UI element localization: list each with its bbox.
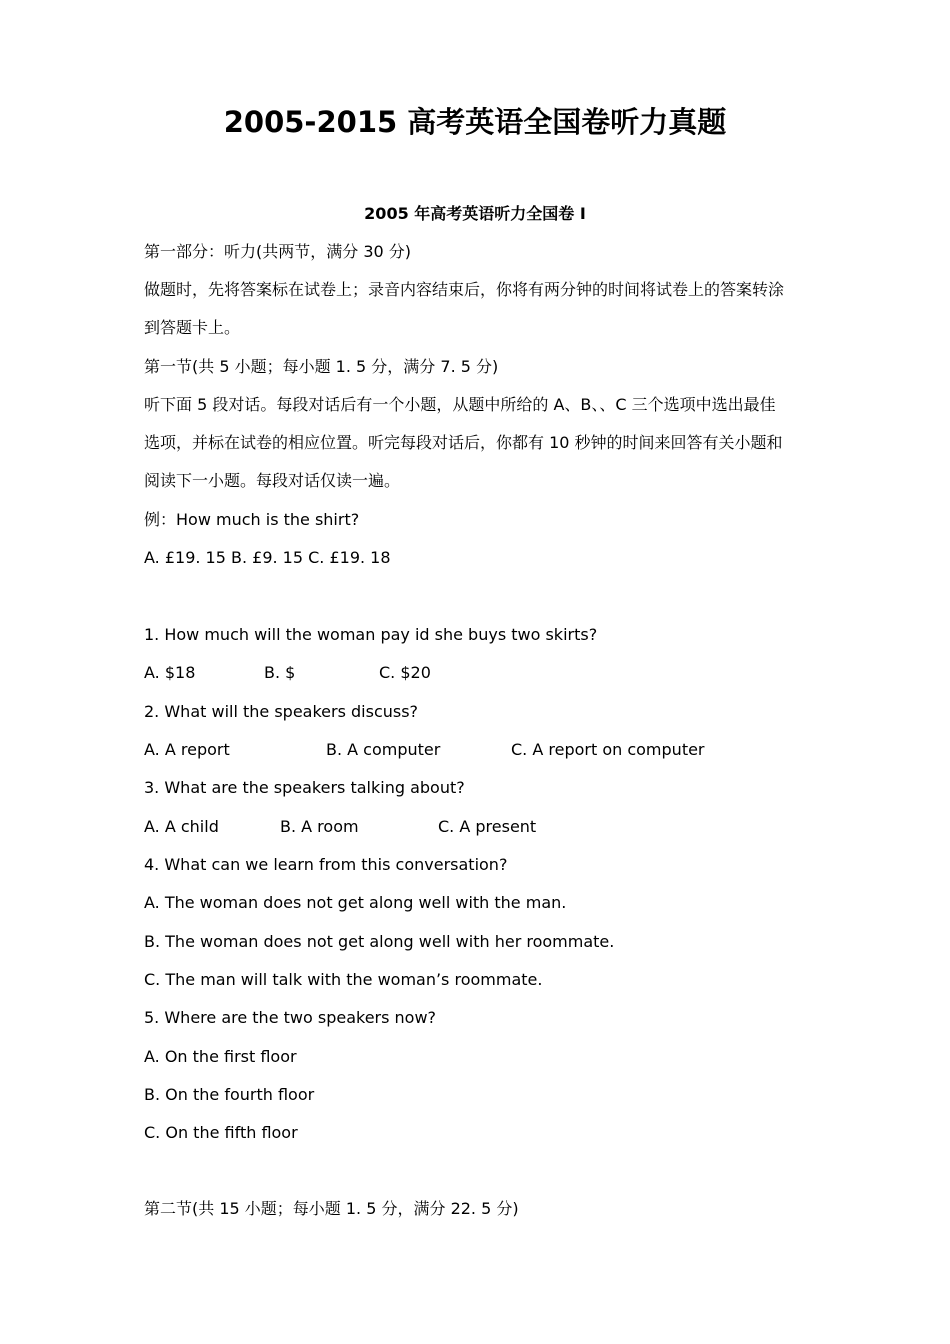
section1-instructions-line-1: 听下面 5 段对话。每段对话后有一个小题，从题中所给的 A、B、、C 三个选项中选出最佳 <box>144 395 776 414</box>
question-3: 3. What are the speakers talking about? <box>144 778 465 797</box>
question-4: 4. What can we learn from this conversation? <box>144 855 508 874</box>
instructions-line-2: 到答题卡上。 <box>144 318 241 337</box>
question-4-option-a: A. The woman does not get along well with the man. <box>144 893 567 912</box>
example-question: 例：How much is the shirt? <box>144 510 360 529</box>
part1-heading: 第一部分：听力(共两节，满分 30 分) <box>144 242 412 261</box>
question-5-option-b: B. On the fourth floor <box>144 1085 315 1104</box>
option-b: B. A room <box>280 817 359 836</box>
question-2: 2. What will the speakers discuss? <box>144 702 419 721</box>
question-3-options <box>144 814 536 840</box>
section1-heading: 第一节(共 5 小题；每小题 1. 5 分，满分 7. 5 分) <box>144 357 499 376</box>
example-options: A. £19. 15 B. £9. 15 C. £19. 18 <box>144 548 391 567</box>
question-4-option-c: C. The man will talk with the woman’s roommate. <box>144 970 543 989</box>
option-b: B. A computer <box>326 740 441 759</box>
question-4-option-b: B. The woman does not get along well with her roommate. <box>144 932 615 951</box>
question-1-options <box>144 660 431 686</box>
option-a: A. A report <box>144 740 230 759</box>
question-2-options <box>144 737 705 763</box>
option-c: C. $20 <box>379 663 431 682</box>
section2-heading: 第二节(共 15 小题；每小题 1. 5 分，满分 22. 5 分) <box>144 1199 519 1218</box>
document-title: 2005-2015 高考英语全国卷听力真题 <box>223 105 727 139</box>
question-1: 1. How much will the woman pay id she buys two skirts? <box>144 625 598 644</box>
option-c: C. A present <box>438 817 537 836</box>
option-a: A. A child <box>144 817 219 836</box>
exam-subtitle: 2005 年高考英语听力全国卷 I <box>364 204 586 223</box>
option-c: C. A report on computer <box>511 740 705 759</box>
question-5-option-c: C. On the fifth floor <box>144 1123 298 1142</box>
instructions-line-1: 做题时，先将答案标在试卷上；录音内容结束后，你将有两分钟的时间将试卷上的答案转涂 <box>144 280 785 299</box>
question-5-option-a: A. On the first floor <box>144 1047 297 1066</box>
question-5: 5. Where are the two speakers now? <box>144 1008 437 1027</box>
option-a: A. $18 <box>144 663 196 682</box>
section1-instructions-line-3: 阅读下一小题。每段对话仅读一遍。 <box>144 471 401 490</box>
option-b: B. $ <box>264 663 296 682</box>
section1-instructions-line-2: 选项，并标在试卷的相应位置。听完每段对话后，你都有 10 秒钟的时间来回答有关小题和 <box>144 433 783 452</box>
